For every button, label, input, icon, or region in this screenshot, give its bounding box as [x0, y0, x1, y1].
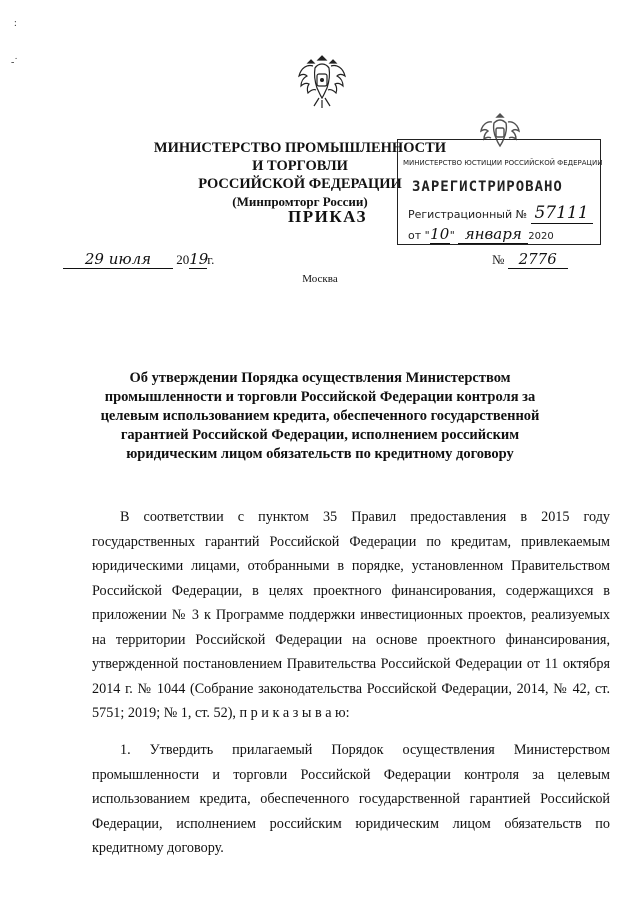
margin-mark: : [14, 18, 17, 29]
stamp-date-year: 2020 [528, 231, 554, 242]
body-paragraph: В соответствии с пунктом 35 Правил предоставления в 2015 году государственных гарантий Российской Федерации по кредитам, привлекаемым юридическими лицами, отобранными в порядке, установленном Правительством Российской Федерации, в целях проектного финансирования, содержащихся в приложении № 3 к Программе поддержки инвестиционных проектов, реализуемых на территории Российской Федерации на основе проектного финансирования, утвержденной постановлением Правительства Российской Федерации от 11 октября 2014 г. № 1044 (Собрание законодательства Российской Федерации, 2014, № 42, ст. 5751; 2019; № 1, ст. 52), п р и к а з ы в а ю: [92, 509, 610, 721]
stamp-status: ЗАРЕГИСТРИРОВАНО [412, 179, 563, 195]
order-date-year-unit: г. [207, 252, 215, 267]
ministry-country: РОССИЙСКОЙ ФЕДЕРАЦИИ [198, 176, 402, 192]
city-name: Москва [302, 273, 338, 285]
stamp-date-month: января [458, 225, 528, 244]
order-date-day-month: 29 июля [63, 250, 173, 269]
ministry-short-name: (Минпромторг России) [232, 194, 368, 209]
order-number-prefix: № [492, 252, 505, 267]
stamp-ministry-line: МИНИСТЕРСТВО ЮСТИЦИИ РОССИЙСКОЙ ФЕДЕРАЦИИ [403, 159, 603, 167]
order-number [492, 250, 568, 269]
margin-mark: ‐˙ [11, 57, 18, 68]
registration-stamp [397, 139, 601, 245]
ministry-name: МИНИСТЕРСТВО ПРОМЫШЛЕННОСТИ И ТОРГОВЛИ [153, 140, 447, 174]
stamp-date-sep: " [449, 229, 459, 242]
stamp-date-line [408, 225, 554, 244]
stamp-date-prefix: от " [408, 229, 430, 242]
order-number-value: 2776 [508, 250, 568, 269]
body-paragraph: 1. Утвердить прилагаемый Порядок осуществления Министерством промышленности и торговли Российской Федерации контроля за целевым использованием кредита, обеспеченного государственной гарантией Российской Федерации, исполнением российским юридическим лицом обязательств по кредитному договору. [92, 742, 610, 856]
russian-coat-of-arms-icon [293, 50, 351, 114]
stamp-eagle-icon [476, 110, 524, 158]
document-type-title: ПРИКАЗ [288, 207, 367, 226]
stamp-registration-number-line [408, 203, 593, 224]
stamp-reg-number: 57111 [531, 203, 593, 224]
order-date-year-prefix: 20 [176, 252, 190, 267]
order-date-year: 19 [189, 250, 209, 268]
order-heading: Об утверждении Порядка осуществления Министерством промышленности и торговли Российской Федерации контроля за целевым использованием кредита, обеспеченного государственной гарантией Российской Федерации, исполнением российским юридическим лицом обязательств по кредитному договору [100, 370, 540, 462]
order-date [63, 250, 214, 269]
stamp-date-day: 10 [430, 225, 450, 243]
stamp-reg-label: Регистрационный № [408, 208, 528, 221]
